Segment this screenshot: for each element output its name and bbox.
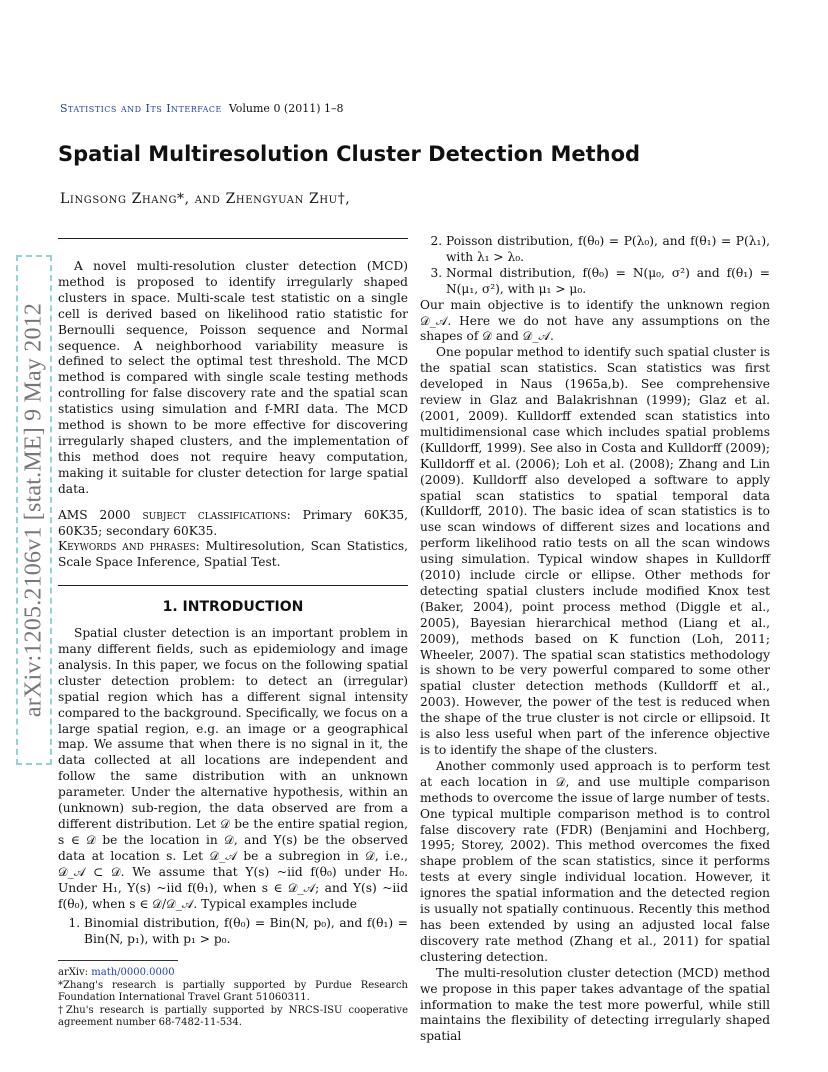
abstract-rule [58,238,408,239]
right-column [420,234,770,1045]
distribution-list-right [420,234,770,298]
mcd-paragraph: The multi-resolution cluster detection (MCD) method we propose in this paper takes advantage of the spatial information to make the test more powerful, while still maintains the flexibility of detecting irregularly shaped spatial [420,965,770,1044]
distribution-list-left [58,916,408,948]
keywords [58,539,408,571]
arxiv-id-label: arXiv: [58,967,89,979]
arxiv-stamp [16,255,52,765]
volume-info: Volume 0 (2011) 1–8 [228,102,344,115]
arxiv-stamp-text: arXiv:1205.2106v1 [stat.ME] 9 May 2012 [20,302,47,718]
keywords-rule [58,585,408,586]
journal-name[interactable]: Statistics and Its Interface [60,102,222,115]
keywords-label: Keywords and phrases: [58,539,200,554]
fdr-paragraph: Another commonly used approach is to perform test at each location in 𝒟, and use multiple comparison methods to overcome the issue of large number of tests. One typical multiple comparison method is to control false discovery rate (FDR) (Benjamini and Hochberg, 1995; Storey, 2002). This method overcomes the fixed shape problem of the scan statistics, since it performs tests at every single individual location. However, it ignores the spatial information and the detected region is usually not spatially continuous. Recently this method has been extended by using an adjusted local false discovery rate method (Zhang et al., 2011) for spatial clustering detection. [420,758,770,964]
keywords-value: Multiresolution, Scan Statistics, Scale Space Inference, Spatial Test. [58,539,409,570]
footnote-rule [58,960,178,961]
left-column [58,238,408,1030]
arxiv-id-link[interactable]: math/0000.0000 [91,967,175,979]
footnote-zhang: *Zhang's research is partially supported by Purdue Research Foundation International Travel Grant 51060311. [58,979,408,1004]
paper-title: Spatial Multiresolution Cluster Detection Method [58,142,641,166]
scan-statistics-paragraph: One popular method to identify such spatial cluster is the spatial scan statistics. Scan statistics was first developed in Naus (1965a,b). See comprehensive review in Glaz and Balakrishnan (1999); Glaz et al. (2001, 2009). Kulldorff extended scan statistics into multidimensional case which includes spatial problems (Kulldorff, 1999). See also in Costa and Kulldorff (2009); Kulldorff et al. (2006); Loh et al. (2008); Zhang and Lin (2009). Kulldorff also developed a software to apply spatial scan statistics to spatial temporal data (Kulldorff, 2010). The basic idea of scan statistics is to use scan windows of different sizes and locations and perform likelihood ratio tests on all the scan windows using simulation. Typical window shapes in Kulldorff (2010) include circle or ellipse. Other methods for detecting spatial clusters include modified Knox test (Baker, 2004), point process method (Diggle et al., 2005), Bayesian hierarchical method (Liang et al., 2009), methods based on K function (Loh, 2011; Wheeler, 2007). The spatial scan statistics methodology is shown to be very powerful compared to some other spatial cluster detection methods (Kulldorff et al., 2003). However, the power of the test is reduced when the shape of the true cluster is not circle or ellipsoid. It is also less useful when part of the inference objective is to identify the shape of the clusters. [420,345,770,757]
arxiv-id-line [58,967,408,980]
list-item: 2. Poisson distribution, f(θ₀) = P(λ₀), and f(θ₁) = P(λ₁), with λ₁ > λ₀. [446,234,770,266]
ams-label: AMS 2000 subject classifications: [58,507,291,522]
footnote-zhu: †Zhu's research is partially supported by NRCS-ISU cooperative agreement number 68-7482-11-534. [58,1004,408,1029]
section-heading-introduction: 1. INTRODUCTION [162,599,304,616]
intro-paragraph: Spatial cluster detection is an important problem in many different fields, such as epidemiology and image analysis. In this paper, we focus on the following spatial cluster detection problem: to detect an (irregular) spatial region which has a different signal intensity compared to the background. Specifically, we focus on a large spatial region, e.g. an image or a geographical map. We assume that when there is no signal in it, the data collected at all locations are independent and follow the same distribution with an unknown parameter. Under the alternative hypothesis, within an (unknown) sub-region, the data observed are from a different distribution. Let 𝒟 be the entire spatial region, s ∈ 𝒟 be the location in 𝒟, and Y(s) be the observed data at location s. Let 𝒟_𝒜 be a subregion in 𝒟, i.e., 𝒟_𝒜 ⊂ 𝒟. We assume that Y(s) ~iid f(θ₀) under H₀. Under H₁, Y(s) ~iid f(θ₁), when s ∈ 𝒟_𝒜; and Y(s) ~iid f(θ₀), when s ∈ 𝒟/𝒟_𝒜. Typical examples include [58,626,408,911]
objective-paragraph: Our main objective is to identify the unknown region 𝒟_𝒜. Here we do not have any assumptions on the shapes of 𝒟 and 𝒟_𝒜. [420,297,770,344]
ams-value: Primary 60K35, 60K35; secondary 60K35. [58,507,408,538]
running-header [60,102,344,115]
ams-classification [58,508,408,540]
abstract: A novel multi-resolution cluster detection (MCD) method is proposed to identify irregularly shaped clusters in space. Multi-scale test statistic on a single cell is derived based on likelihood ratio statistic for Bernoulli sequence, Poisson sequence and Normal sequence. A neighborhood variability measure is defined to select the optimal test threshold. The MCD method is compared with single scale testing methods controlling for false discovery rate and the spatial scan statistics using simulation and f-MRI data. The MCD method is shown to be more effective for discovering irregularly shaped clusters, and the implementation of this method does not require heavy computation, making it suitable for cluster detection for large spatial data. [58,259,408,496]
list-item: 1. Binomial distribution, f(θ₀) = Bin(N, p₀), and f(θ₁) = Bin(N, p₁), with p₁ > p₀. [84,916,408,948]
list-item: 3. Normal distribution, f(θ₀) = N(μ₀, σ²) and f(θ₁) = N(μ₁, σ²), with μ₁ > μ₀. [446,266,770,298]
author-list: Lingsong Zhang*, and Zhengyuan Zhu†, [60,191,351,207]
footnotes [58,967,408,1030]
